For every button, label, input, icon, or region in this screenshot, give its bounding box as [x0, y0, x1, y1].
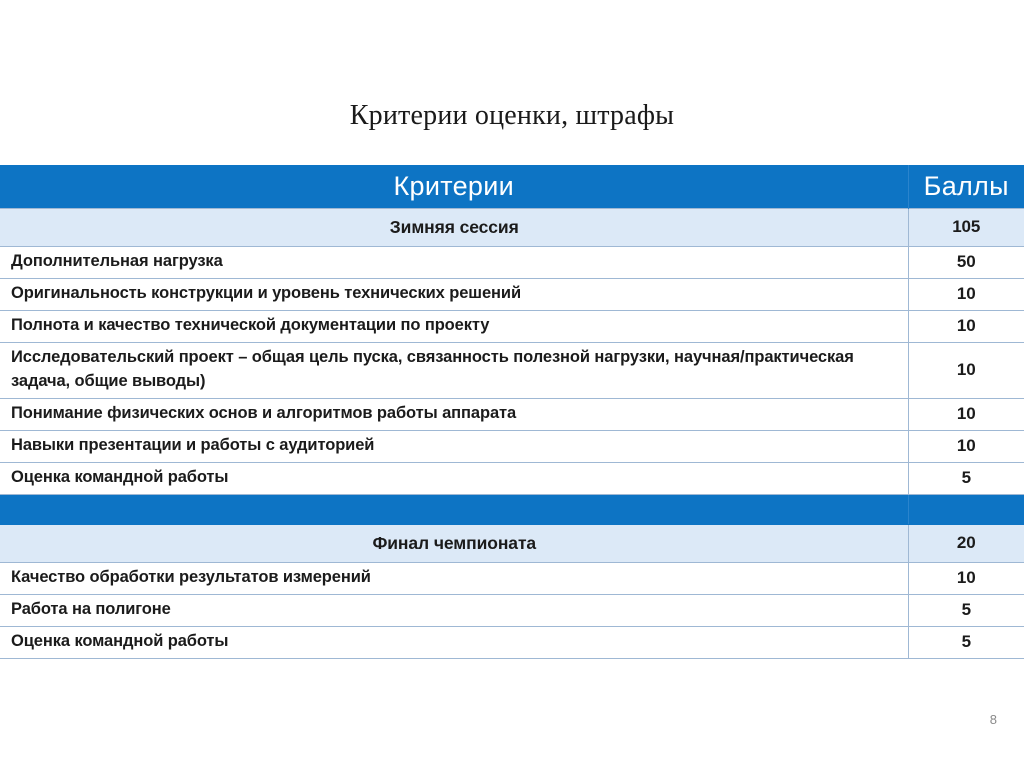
page-number: 8 — [989, 712, 997, 727]
page-title: Критерии оценки, штрафы — [349, 100, 675, 131]
score-cell: 10 — [908, 398, 1024, 430]
score-cell: 105 — [908, 208, 1024, 246]
score-cell: 5 — [908, 626, 1024, 658]
score-cell: 10 — [908, 430, 1024, 462]
criteria-cell — [0, 494, 908, 524]
score-cell: 10 — [908, 562, 1024, 594]
table-row — [0, 246, 1024, 278]
table-header-row — [0, 165, 1024, 208]
table-row — [0, 462, 1024, 494]
table-row — [0, 310, 1024, 342]
score-cell: 50 — [908, 246, 1024, 278]
criteria-cell: Полнота и качество технической документации по проекту — [0, 310, 908, 342]
score-cell: 5 — [908, 594, 1024, 626]
criteria-cell: Зимняя сессия — [0, 208, 908, 246]
score-cell — [908, 494, 1024, 524]
section-separator-row — [0, 494, 1024, 524]
table-row — [0, 562, 1024, 594]
table-row — [0, 594, 1024, 626]
criteria-cell: Исследовательский проект – общая цель пуска, связанность полезной нагрузки, научная/практическая задача, общие выводы) — [0, 342, 908, 398]
criteria-cell: Финал чемпионата — [0, 524, 908, 562]
criteria-cell: Дополнительная нагрузка — [0, 246, 908, 278]
table-row — [0, 398, 1024, 430]
criteria-cell: Оценка командной работы — [0, 626, 908, 658]
criteria-cell: Оригинальность конструкции и уровень технических решений — [0, 278, 908, 310]
score-cell: 10 — [908, 310, 1024, 342]
criteria-scores-table — [0, 165, 1024, 659]
criteria-cell: Оценка командной работы — [0, 462, 908, 494]
score-cell: 20 — [908, 524, 1024, 562]
section-header-row — [0, 524, 1024, 562]
criteria-cell: Качество обработки результатов измерений — [0, 562, 908, 594]
table-row — [0, 278, 1024, 310]
criteria-cell: Навыки презентации и работы с аудиторией — [0, 430, 908, 462]
column-header-criteria: Критерии — [393, 170, 514, 201]
table-header — [0, 165, 1024, 208]
criteria-cell: Понимание физических основ и алгоритмов работы аппарата — [0, 398, 908, 430]
table-row — [0, 626, 1024, 658]
column-header-score: Баллы — [908, 165, 1024, 208]
score-cell: 5 — [908, 462, 1024, 494]
score-cell: 10 — [908, 278, 1024, 310]
table-row — [0, 342, 1024, 398]
score-cell: 10 — [908, 342, 1024, 398]
table-body — [0, 208, 1024, 658]
section-header-row — [0, 208, 1024, 246]
table-row — [0, 430, 1024, 462]
criteria-cell: Работа на полигоне — [0, 594, 908, 626]
